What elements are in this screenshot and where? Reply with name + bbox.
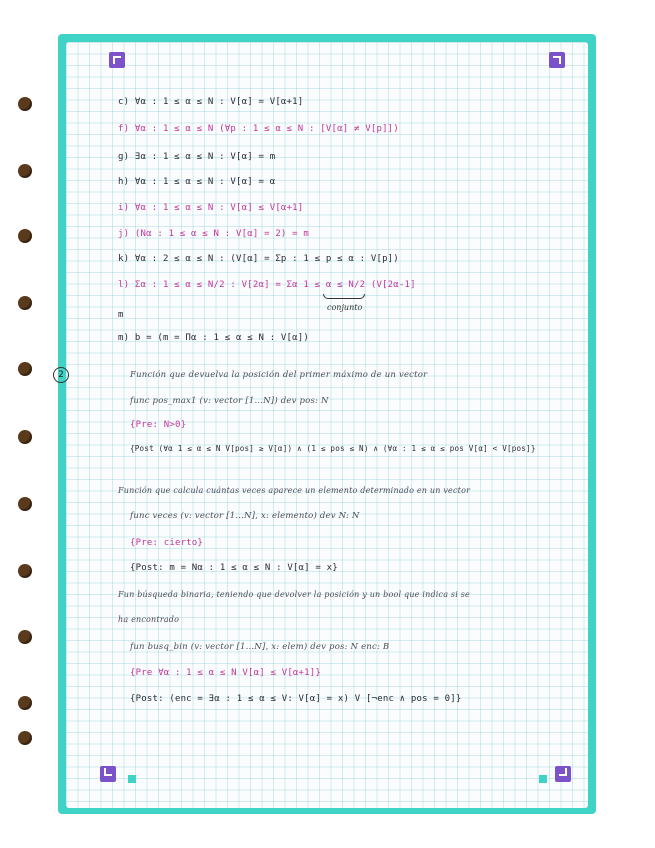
note-line: l) Σα : 1 ≤ α ≤ N/2 : V[2α] = Σα 1 ≤ α ≤ N/2 (V[2α-1]: [118, 280, 416, 290]
binder-hole: [18, 696, 32, 710]
binder-hole: [18, 430, 32, 444]
binder-hole: [18, 97, 32, 111]
binder-hole: [18, 630, 32, 644]
binder-hole: [18, 229, 32, 243]
note-line: {Post: m = Nα : 1 ≤ α ≤ N : V[α] = x}: [130, 563, 338, 573]
note-line: j) (Nα : 1 ≤ α ≤ N : V[α] = 2) = m: [118, 229, 310, 239]
note-line: i) ∀α : 1 ≤ α ≤ N : V[α] ≤ V[α+1]: [118, 203, 304, 213]
corner-mark-bottom-left-icon: [100, 766, 116, 782]
corner-square-right: [539, 775, 547, 783]
note-line: m) b = (m = Πα : 1 ≤ α ≤ N : V[α]): [118, 333, 310, 343]
corner-square-left: [128, 775, 136, 783]
note-line: m: [118, 310, 124, 320]
corner-mark-top-left-icon: [109, 52, 125, 68]
binder-hole: [18, 296, 32, 310]
binder-hole: [18, 564, 32, 578]
note-line: {Pre ∀α : 1 ≤ α ≤ N V[α] ≤ V[α+1]}: [130, 668, 322, 678]
note-line: {Post: (enc = ∃α : 1 ≤ α ≤ V: V[α] = x) V [¬enc ∧ pos = 0]}: [130, 694, 462, 704]
note-line: k) ∀α : 2 ≤ α ≤ N : (V[α] = Σp : 1 ≤ p ≤ α : V[p]): [118, 254, 399, 264]
corner-mark-top-right-icon: [549, 52, 565, 68]
note-line: c) ∀α : 1 ≤ α ≤ N : V[α] = V[α+1]: [118, 97, 304, 107]
section-number: 2: [53, 367, 69, 383]
note-line: g) ∃α : 1 ≤ α ≤ N : V[α] = m: [118, 152, 276, 162]
underbrace-label: conjunto: [327, 303, 363, 312]
note-line: Función que calcula cuántas veces aparece un elemento determinado en un vector: [118, 486, 471, 495]
note-line: func veces (v: vector [1...N], x: elemento) dev N: N: [130, 511, 360, 521]
note-line: func pos_max1 (v: vector [1...N]) dev pos: N: [130, 396, 329, 406]
binder-hole: [18, 497, 32, 511]
note-line: fun busq_bin (v: vector [1...N], x: elem) dev pos: N enc: B: [130, 642, 390, 652]
binder-hole: [18, 731, 32, 745]
note-line: ha encontrado: [118, 615, 180, 624]
note-line: Fun búsqueda binaria, teniendo que devolver la posición y un bool que indica si se: [118, 590, 470, 599]
underbrace: [323, 294, 365, 299]
note-line: {Pre: cierto}: [130, 538, 204, 548]
note-line: Función que devuelva la posición del primer máximo de un vector: [130, 370, 428, 380]
note-line: {Pre: N>0}: [130, 420, 187, 430]
note-line: f) ∀α : 1 ≤ α ≤ N (∀p : 1 ≤ α ≤ N : [V[α] ≠ V[p]]): [118, 124, 399, 134]
binder-hole: [18, 362, 32, 376]
binder-hole: [18, 164, 32, 178]
note-line: {Post (∀α 1 ≤ α ≤ N V[pos] ≥ V[α]) ∧ (1 ≤ pos ≤ N) ∧ (∀α : 1 ≤ α ≤ pos V[α] < V[pos]}: [130, 444, 536, 453]
corner-mark-bottom-right-icon: [555, 766, 571, 782]
note-line: h) ∀α : 1 ≤ α ≤ N : V[α] = α: [118, 177, 276, 187]
